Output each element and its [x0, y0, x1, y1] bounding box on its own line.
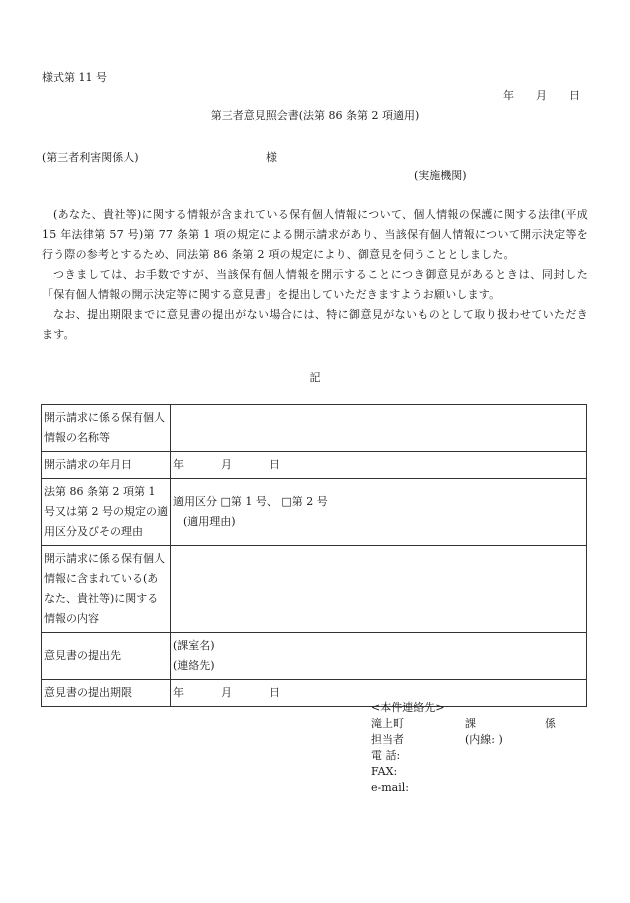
table-row: [42, 479, 587, 546]
body-paragraph-1: (あなた、貴社等)に関する情報が含まれている保有個人情報について、個人情報の保護に関する法律(平成 15 年法律第 57 号)第 77 条第 1 項の規定による開示請求があり、当該保有個人情報について開示決定等を行う際の参考とするため、同法第 86 条第 2 項の規定により、御意見を伺うこととしました。: [42, 208, 588, 261]
contact-extension: (内線: ): [465, 733, 503, 746]
deadline-year: 年: [173, 686, 184, 699]
row-label-request-date: 開示請求の年月日: [42, 452, 171, 479]
table-row: [42, 405, 587, 452]
table-row: [42, 546, 587, 633]
row-value-submission-to: [171, 633, 587, 680]
contact-block: [371, 700, 556, 796]
details-table: [41, 404, 587, 707]
row-value-applicability: [171, 479, 587, 546]
applicability-reason: (適用理由): [183, 515, 236, 528]
row-value-request-date: [171, 452, 587, 479]
document-title: 第三者意見照会書(法第 86 条第 2 項適用): [210, 109, 420, 122]
recipient-label: (第三者利害関係人): [42, 151, 139, 164]
table-row: [42, 633, 587, 680]
row-label-applicability: 法第 86 条第 2 項第 1 号又は第 2 号の規定の適用区分及びその理由: [42, 479, 171, 546]
request-month: 月: [221, 458, 232, 471]
contact-office: 滝上町: [371, 717, 404, 730]
contact-fax: FAX:: [371, 765, 398, 778]
body-paragraph-3: なお、提出期限までに意見書の提出がない場合には、特に御意見がないものとして取り扱わせていただきます。: [42, 308, 588, 341]
deadline-month: 月: [221, 686, 232, 699]
recipient-honorific: 様: [266, 151, 277, 164]
request-year: 年: [173, 458, 184, 471]
sender-agency: (実施機関): [414, 169, 467, 182]
submission-contact: (連絡先): [173, 659, 215, 672]
row-value-info-content: [171, 546, 587, 633]
contact-unit: 係: [545, 717, 556, 730]
date-year: 年: [503, 89, 514, 102]
contact-email: e-mail:: [371, 781, 409, 794]
applicability-category: 適用区分 □第 1 号、 □第 2 号: [173, 495, 328, 508]
contact-section: 課: [465, 717, 476, 730]
ki-heading: 記: [309, 371, 321, 384]
body-text: [42, 205, 588, 345]
issue-date: [503, 88, 580, 104]
submission-section: (課室名): [173, 639, 215, 652]
request-day: 日: [269, 458, 280, 471]
row-label-deadline: 意見書の提出期限: [42, 680, 171, 707]
contact-office-row: [371, 716, 556, 732]
row-label-info-content: 開示請求に係る保有個人情報に含まれている(あなた、貴社等)に関する情報の内容: [42, 546, 171, 633]
row-label-submission-to: 意見書の提出先: [42, 633, 171, 680]
row-label-info-name: 開示請求に係る保有個人情報の名称等: [42, 405, 171, 452]
contact-person: 担当者: [371, 733, 404, 746]
contact-person-row: [371, 732, 556, 748]
body-paragraph-2: つきましては、お手数ですが、当該保有個人情報を開示することにつき御意見があるときは、同封した「保有個人情報の開示決定等に関する意見書」を提出していただきますようお願いします。: [42, 268, 588, 301]
contact-phone: 電 話:: [371, 749, 401, 762]
table-row: [42, 452, 587, 479]
deadline-day: 日: [269, 686, 280, 699]
date-month: 月: [536, 89, 547, 102]
row-value-info-name: [171, 405, 587, 452]
date-day: 日: [569, 89, 580, 102]
form-number: 様式第 11 号: [42, 71, 107, 84]
contact-heading: <本件連絡先>: [371, 701, 445, 714]
